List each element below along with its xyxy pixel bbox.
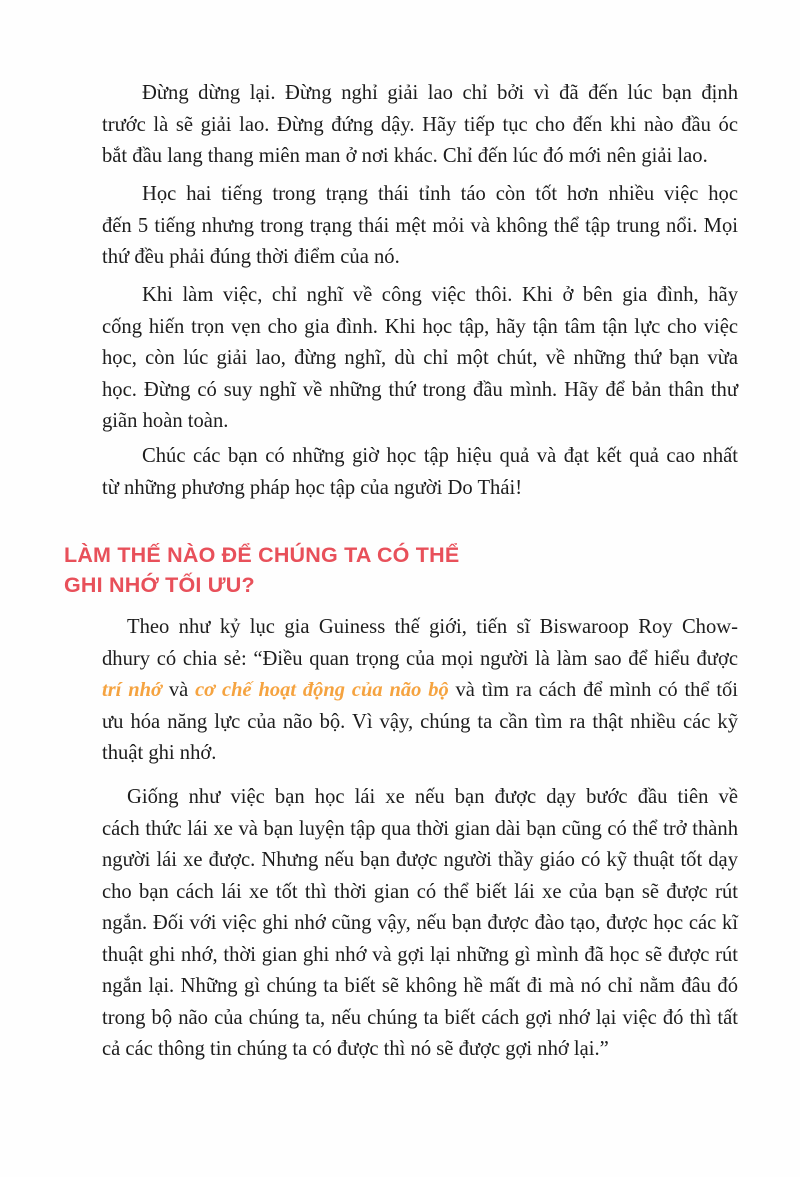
- text-line: cống hiến trọn vẹn cho gia đình. Khi học tập, hãy tận tâm tận lực cho việc: [102, 315, 738, 338]
- text-line: Chúc các bạn có những giờ học tập hiệu quả và đạt kết quả cao nhất: [142, 445, 738, 467]
- text-line: [102, 675, 738, 707]
- text-line: ngắn lại. Những gì chúng ta biết sẽ không hề mất đi mà nó chỉ nằm đâu đó: [102, 975, 738, 997]
- paragraph-stop-break: [102, 78, 738, 173]
- text-line: học, còn lúc giải lao, đừng nghĩ, dù chỉ một chút, về những thứ bạn vừa: [102, 347, 738, 369]
- emphasis-memory: trí nhớ: [102, 679, 162, 701]
- text-line: dhury có chia sẻ: “Điều quan trọng của mọi người là làm sao để hiểu được: [102, 647, 738, 670]
- text-line: cả các thông tin chúng ta có được thì nó sẽ được gợi nhớ lại.”: [102, 1038, 609, 1060]
- text-line: học. Đừng có suy nghĩ về những thứ trong đầu mình. Hãy để bản thân thư: [102, 378, 738, 401]
- text-line: Học hai tiếng trong trạng thái tỉnh táo còn tốt hơn nhiều việc học: [142, 183, 738, 205]
- text-line: Đừng dừng lại. Đừng nghỉ giải lao chỉ bởi vì đã đến lúc bạn định: [142, 82, 738, 104]
- text-line: trước là sẽ giải lao. Đừng đứng dậy. Hãy tiếp tục cho đến khi nào đầu óc: [102, 113, 738, 136]
- paragraph-driving-analogy: [102, 782, 738, 1066]
- emphasis-brain-mechanism: cơ chế hoạt động của não bộ: [195, 679, 449, 701]
- paragraph-quote: [102, 612, 738, 770]
- paragraph-study-hours: [102, 179, 738, 274]
- text-line: ngắn. Đối với việc ghi nhớ cũng vậy, nếu bạn được đào tạo, được học các kĩ: [102, 912, 738, 934]
- paragraph-wishes: [102, 441, 738, 504]
- text-fragment: và tìm ra cách để mình có thể tối: [448, 679, 738, 701]
- text-line: Theo như kỷ lục gia Guiness thế giới, tiến sĩ Biswaroop Roy Chow-: [127, 616, 738, 638]
- text-line: Khi làm việc, chỉ nghĩ về công việc thôi. Khi ở bên gia đình, hãy: [142, 284, 738, 306]
- text-line: trong bộ não của chúng ta, nếu chúng ta biết cách gợi nhớ lại việc đó thì tất: [102, 1006, 738, 1029]
- text-line: thuật ghi nhớ, thời gian ghi nhớ và gợi lại những gì mình đã học sẽ được rút: [102, 943, 738, 966]
- text-line: Giống như việc bạn học lái xe nếu bạn được dạy bước đầu tiên về: [127, 786, 738, 808]
- text-fragment: và: [162, 679, 196, 701]
- section-heading-line: GHI NHỚ TỐI ƯU?: [64, 573, 255, 597]
- text-line: đến 5 tiếng nhưng trong trạng thái mệt mỏi và không thể tập trung nổi. Mọi: [102, 214, 738, 237]
- text-line: ưu hóa năng lực của não bộ. Vì vậy, chúng ta cần tìm ra thật nhiều các kỹ: [102, 710, 738, 733]
- text-line: cách thức lái xe và bạn luyện tập qua thời gian dài bạn cũng có thể trở thành: [102, 817, 738, 840]
- text-line: người lái xe được. Nhưng nếu bạn được người thầy giáo có kỹ thuật tốt dạy: [102, 849, 738, 871]
- text-line: từ những phương pháp học tập của người Do Thái!: [102, 476, 523, 499]
- text-line: thứ đều phải đúng thời điểm của nó.: [102, 246, 400, 268]
- section-heading: [64, 540, 664, 600]
- text-line: bắt đầu lang thang miên man ở nơi khác. Chỉ đến lúc đó mới nên giải lao.: [102, 145, 708, 167]
- text-line: cho bạn cách lái xe tốt thì thời gian có thể biết lái xe của bạn sẽ được rút: [102, 880, 738, 903]
- section-heading-line: LÀM THẾ NÀO ĐỂ CHÚNG TA CÓ THỂ: [64, 543, 460, 567]
- text-line: thuật ghi nhớ.: [102, 742, 217, 764]
- paragraph-focus: [102, 280, 738, 438]
- text-line: giãn hoàn toàn.: [102, 410, 229, 432]
